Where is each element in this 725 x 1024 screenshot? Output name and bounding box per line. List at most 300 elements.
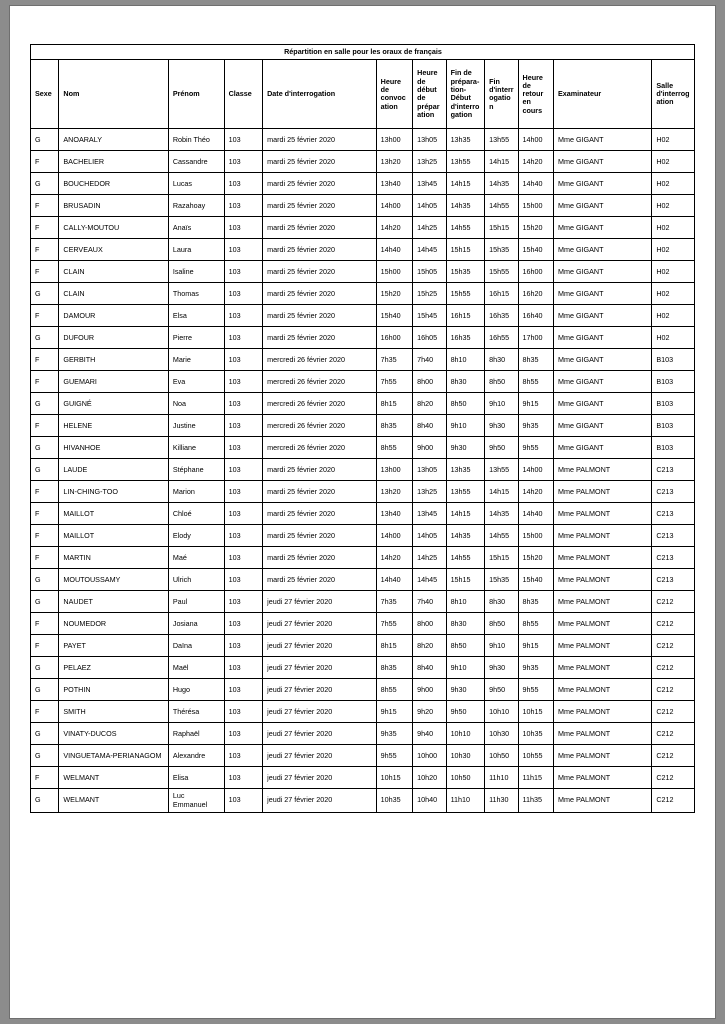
table-row [31, 239, 695, 261]
column-header-nom: Nom [59, 60, 168, 129]
column-header-date: Date d'interrogation [263, 60, 377, 129]
cell-nom: LIN-CHING-TOO [59, 481, 168, 503]
cell-fin-preparation: 8h30 [446, 371, 485, 393]
cell-sexe: F [31, 371, 59, 393]
cell-salle: B103 [652, 371, 695, 393]
cell-heure-retour: 9h55 [518, 679, 553, 701]
title-row [31, 45, 695, 60]
cell-nom: GUIGNÉ [59, 393, 168, 415]
cell-heure-retour: 9h35 [518, 415, 553, 437]
cell-fin-interrogation: 9h10 [485, 393, 518, 415]
cell-sexe: F [31, 151, 59, 173]
cell-salle: H02 [652, 129, 695, 151]
cell-heure-debut-preparation: 10h00 [413, 745, 446, 767]
table-row [31, 591, 695, 613]
cell-salle: H02 [652, 217, 695, 239]
cell-fin-interrogation: 10h30 [485, 723, 518, 745]
cell-examinateur: Mme PALMONT [553, 657, 651, 679]
cell-prenom: Stéphane [168, 459, 224, 481]
cell-examinateur: Mme GIGANT [553, 415, 651, 437]
table-row [31, 437, 695, 459]
cell-prenom: Robin Théo [168, 129, 224, 151]
cell-nom: BRUSADIN [59, 195, 168, 217]
cell-prenom: Hugo [168, 679, 224, 701]
cell-classe: 103 [224, 195, 263, 217]
cell-nom: MARTIN [59, 547, 168, 569]
cell-heure-convocation: 16h00 [376, 327, 412, 349]
cell-sexe: F [31, 415, 59, 437]
cell-examinateur: Mme PALMONT [553, 481, 651, 503]
cell-heure-convocation: 8h55 [376, 679, 412, 701]
cell-heure-debut-preparation: 8h20 [413, 393, 446, 415]
cell-heure-convocation: 14h40 [376, 239, 412, 261]
cell-heure-convocation: 8h35 [376, 415, 412, 437]
cell-date: mardi 25 février 2020 [263, 305, 377, 327]
cell-heure-convocation: 14h20 [376, 217, 412, 239]
table-row [31, 613, 695, 635]
table-row [31, 195, 695, 217]
column-header-sexe: Sexe [31, 60, 59, 129]
cell-examinateur: Mme GIGANT [553, 371, 651, 393]
cell-classe: 103 [224, 657, 263, 679]
cell-nom: MOUTOUSSAMY [59, 569, 168, 591]
cell-classe: 103 [224, 349, 263, 371]
cell-heure-retour: 15h20 [518, 547, 553, 569]
cell-salle: C213 [652, 547, 695, 569]
cell-fin-interrogation: 14h15 [485, 481, 518, 503]
cell-examinateur: Mme GIGANT [553, 349, 651, 371]
cell-examinateur: Mme PALMONT [553, 503, 651, 525]
cell-fin-interrogation: 11h10 [485, 767, 518, 789]
cell-fin-preparation: 14h15 [446, 503, 485, 525]
cell-prenom: Elsa [168, 305, 224, 327]
cell-fin-interrogation: 14h55 [485, 195, 518, 217]
cell-fin-interrogation: 14h55 [485, 525, 518, 547]
cell-examinateur: Mme GIGANT [553, 437, 651, 459]
cell-prenom: Elisa [168, 767, 224, 789]
cell-fin-preparation: 15h35 [446, 261, 485, 283]
column-header-heure-retour: Heure de retour en cours [518, 60, 553, 129]
cell-heure-retour: 10h55 [518, 745, 553, 767]
cell-heure-convocation: 10h15 [376, 767, 412, 789]
cell-heure-debut-preparation: 13h45 [413, 503, 446, 525]
table-row [31, 547, 695, 569]
column-header-fin-preparation: Fin de préparation-Début d'interrogation [446, 60, 485, 129]
cell-heure-convocation: 13h20 [376, 481, 412, 503]
cell-prenom: Killiane [168, 437, 224, 459]
cell-heure-debut-preparation: 13h05 [413, 129, 446, 151]
cell-heure-retour: 16h40 [518, 305, 553, 327]
cell-salle: C213 [652, 569, 695, 591]
table-row [31, 767, 695, 789]
cell-fin-interrogation: 9h50 [485, 679, 518, 701]
cell-fin-preparation: 16h35 [446, 327, 485, 349]
cell-examinateur: Mme PALMONT [553, 701, 651, 723]
cell-sexe: G [31, 129, 59, 151]
cell-classe: 103 [224, 261, 263, 283]
cell-examinateur: Mme GIGANT [553, 327, 651, 349]
cell-classe: 103 [224, 525, 263, 547]
cell-fin-interrogation: 9h30 [485, 657, 518, 679]
table-row [31, 723, 695, 745]
cell-heure-retour: 10h15 [518, 701, 553, 723]
cell-fin-preparation: 13h35 [446, 459, 485, 481]
cell-fin-preparation: 16h15 [446, 305, 485, 327]
cell-fin-preparation: 8h30 [446, 613, 485, 635]
document-page [10, 6, 715, 1018]
table-row [31, 525, 695, 547]
header-row [31, 60, 695, 129]
cell-heure-debut-preparation: 8h00 [413, 371, 446, 393]
table-row [31, 745, 695, 767]
cell-sexe: F [31, 525, 59, 547]
cell-heure-debut-preparation: 10h40 [413, 789, 446, 813]
cell-fin-preparation: 10h30 [446, 745, 485, 767]
cell-sexe: G [31, 283, 59, 305]
cell-fin-preparation: 8h10 [446, 591, 485, 613]
cell-fin-interrogation: 13h55 [485, 459, 518, 481]
cell-sexe: G [31, 657, 59, 679]
cell-heure-retour: 16h00 [518, 261, 553, 283]
cell-sexe: F [31, 701, 59, 723]
cell-prenom: Eva [168, 371, 224, 393]
cell-classe: 103 [224, 371, 263, 393]
cell-prenom: Paul [168, 591, 224, 613]
cell-heure-debut-preparation: 15h25 [413, 283, 446, 305]
cell-examinateur: Mme PALMONT [553, 635, 651, 657]
cell-classe: 103 [224, 591, 263, 613]
table-row [31, 371, 695, 393]
cell-heure-debut-preparation: 15h45 [413, 305, 446, 327]
cell-classe: 103 [224, 503, 263, 525]
cell-classe: 103 [224, 151, 263, 173]
cell-heure-debut-preparation: 14h45 [413, 569, 446, 591]
cell-heure-retour: 8h55 [518, 613, 553, 635]
cell-fin-preparation: 8h10 [446, 349, 485, 371]
cell-fin-preparation: 14h35 [446, 195, 485, 217]
cell-heure-convocation: 13h40 [376, 503, 412, 525]
cell-prenom: Thomas [168, 283, 224, 305]
cell-salle: C212 [652, 789, 695, 813]
cell-date: jeudi 27 février 2020 [263, 679, 377, 701]
cell-fin-preparation: 8h50 [446, 393, 485, 415]
cell-salle: H02 [652, 283, 695, 305]
cell-classe: 103 [224, 767, 263, 789]
cell-sexe: G [31, 327, 59, 349]
cell-heure-convocation: 9h35 [376, 723, 412, 745]
cell-date: mardi 25 février 2020 [263, 129, 377, 151]
cell-salle: C212 [652, 635, 695, 657]
cell-heure-retour: 8h35 [518, 591, 553, 613]
cell-classe: 103 [224, 635, 263, 657]
cell-fin-preparation: 9h10 [446, 415, 485, 437]
cell-heure-retour: 14h20 [518, 481, 553, 503]
cell-sexe: F [31, 305, 59, 327]
cell-heure-convocation: 7h55 [376, 613, 412, 635]
cell-prenom: Justine [168, 415, 224, 437]
cell-heure-retour: 17h00 [518, 327, 553, 349]
cell-prenom: Cassandre [168, 151, 224, 173]
cell-sexe: G [31, 723, 59, 745]
cell-classe: 103 [224, 569, 263, 591]
cell-date: mardi 25 février 2020 [263, 525, 377, 547]
cell-heure-retour: 15h40 [518, 569, 553, 591]
cell-date: mercredi 26 février 2020 [263, 349, 377, 371]
cell-examinateur: Mme GIGANT [553, 261, 651, 283]
cell-heure-debut-preparation: 7h40 [413, 349, 446, 371]
cell-fin-interrogation: 11h30 [485, 789, 518, 813]
table-row [31, 789, 695, 813]
cell-sexe: G [31, 569, 59, 591]
cell-examinateur: Mme PALMONT [553, 745, 651, 767]
table-row [31, 635, 695, 657]
cell-heure-debut-preparation: 13h45 [413, 173, 446, 195]
cell-heure-debut-preparation: 14h25 [413, 547, 446, 569]
cell-salle: C212 [652, 657, 695, 679]
cell-date: jeudi 27 février 2020 [263, 657, 377, 679]
cell-nom: PELAEZ [59, 657, 168, 679]
cell-examinateur: Mme GIGANT [553, 151, 651, 173]
cell-nom: GUEMARI [59, 371, 168, 393]
cell-heure-convocation: 15h20 [376, 283, 412, 305]
cell-fin-interrogation: 10h10 [485, 701, 518, 723]
cell-nom: MAILLOT [59, 503, 168, 525]
cell-heure-debut-preparation: 13h25 [413, 481, 446, 503]
cell-sexe: F [31, 503, 59, 525]
cell-fin-interrogation: 14h15 [485, 151, 518, 173]
cell-date: mardi 25 février 2020 [263, 261, 377, 283]
cell-heure-retour: 8h35 [518, 349, 553, 371]
cell-fin-interrogation: 15h35 [485, 569, 518, 591]
cell-fin-interrogation: 14h35 [485, 503, 518, 525]
cell-sexe: G [31, 591, 59, 613]
cell-examinateur: Mme PALMONT [553, 591, 651, 613]
table-row [31, 503, 695, 525]
cell-heure-retour: 9h55 [518, 437, 553, 459]
cell-salle: C212 [652, 767, 695, 789]
cell-date: mardi 25 février 2020 [263, 217, 377, 239]
cell-nom: CLAIN [59, 261, 168, 283]
cell-sexe: F [31, 261, 59, 283]
cell-heure-debut-preparation: 13h25 [413, 151, 446, 173]
table-row [31, 129, 695, 151]
cell-heure-debut-preparation: 14h05 [413, 195, 446, 217]
cell-date: jeudi 27 février 2020 [263, 701, 377, 723]
cell-fin-interrogation: 15h55 [485, 261, 518, 283]
cell-classe: 103 [224, 723, 263, 745]
cell-prenom: Chloé [168, 503, 224, 525]
cell-nom: VINATY-DUCOS [59, 723, 168, 745]
cell-fin-preparation: 14h35 [446, 525, 485, 547]
schedule-table [30, 44, 695, 813]
cell-fin-interrogation: 8h30 [485, 591, 518, 613]
table-row [31, 151, 695, 173]
cell-examinateur: Mme PALMONT [553, 679, 651, 701]
cell-prenom: Raphaël [168, 723, 224, 745]
cell-prenom: Marion [168, 481, 224, 503]
cell-sexe: G [31, 437, 59, 459]
cell-date: mardi 25 février 2020 [263, 327, 377, 349]
cell-fin-preparation: 9h10 [446, 657, 485, 679]
cell-heure-convocation: 8h35 [376, 657, 412, 679]
cell-date: mercredi 26 février 2020 [263, 371, 377, 393]
cell-heure-convocation: 14h20 [376, 547, 412, 569]
cell-date: mardi 25 février 2020 [263, 239, 377, 261]
cell-sexe: G [31, 745, 59, 767]
cell-nom: HIVANHOE [59, 437, 168, 459]
cell-fin-preparation: 11h10 [446, 789, 485, 813]
table-row [31, 415, 695, 437]
cell-heure-convocation: 13h00 [376, 129, 412, 151]
cell-examinateur: Mme PALMONT [553, 525, 651, 547]
cell-fin-preparation: 14h55 [446, 547, 485, 569]
cell-heure-convocation: 15h00 [376, 261, 412, 283]
cell-prenom: Thérésa [168, 701, 224, 723]
cell-classe: 103 [224, 701, 263, 723]
cell-examinateur: Mme PALMONT [553, 613, 651, 635]
cell-heure-retour: 11h15 [518, 767, 553, 789]
cell-nom: CLAIN [59, 283, 168, 305]
cell-heure-retour: 14h40 [518, 503, 553, 525]
cell-sexe: F [31, 239, 59, 261]
cell-nom: ANOARALY [59, 129, 168, 151]
cell-classe: 103 [224, 393, 263, 415]
cell-fin-preparation: 13h55 [446, 481, 485, 503]
cell-fin-interrogation: 8h50 [485, 371, 518, 393]
cell-salle: C213 [652, 459, 695, 481]
cell-fin-preparation: 10h10 [446, 723, 485, 745]
cell-salle: H02 [652, 151, 695, 173]
cell-classe: 103 [224, 415, 263, 437]
cell-classe: 103 [224, 789, 263, 813]
cell-salle: C213 [652, 525, 695, 547]
cell-classe: 103 [224, 437, 263, 459]
cell-heure-debut-preparation: 7h40 [413, 591, 446, 613]
table-row [31, 657, 695, 679]
cell-fin-interrogation: 9h10 [485, 635, 518, 657]
cell-nom: BOUCHEDOR [59, 173, 168, 195]
cell-date: mardi 25 février 2020 [263, 151, 377, 173]
column-header-classe: Classe [224, 60, 263, 129]
cell-classe: 103 [224, 239, 263, 261]
cell-examinateur: Mme GIGANT [553, 129, 651, 151]
cell-date: jeudi 27 février 2020 [263, 591, 377, 613]
table-row [31, 305, 695, 327]
cell-examinateur: Mme GIGANT [553, 239, 651, 261]
cell-examinateur: Mme GIGANT [553, 217, 651, 239]
table-row [31, 481, 695, 503]
cell-fin-preparation: 9h30 [446, 437, 485, 459]
cell-prenom: Anaïs [168, 217, 224, 239]
cell-prenom: Josiana [168, 613, 224, 635]
cell-date: mardi 25 février 2020 [263, 569, 377, 591]
cell-examinateur: Mme GIGANT [553, 283, 651, 305]
cell-prenom: Razahoay [168, 195, 224, 217]
cell-fin-interrogation: 16h35 [485, 305, 518, 327]
cell-fin-preparation: 9h50 [446, 701, 485, 723]
cell-date: mardi 25 février 2020 [263, 481, 377, 503]
cell-date: mercredi 26 février 2020 [263, 415, 377, 437]
cell-fin-interrogation: 15h15 [485, 547, 518, 569]
cell-classe: 103 [224, 745, 263, 767]
cell-salle: C212 [652, 701, 695, 723]
cell-sexe: G [31, 393, 59, 415]
cell-salle: H02 [652, 239, 695, 261]
cell-prenom: Laura [168, 239, 224, 261]
table-row [31, 459, 695, 481]
cell-examinateur: Mme PALMONT [553, 459, 651, 481]
cell-prenom: Lucas [168, 173, 224, 195]
cell-classe: 103 [224, 327, 263, 349]
cell-fin-preparation: 13h35 [446, 129, 485, 151]
table-row [31, 217, 695, 239]
cell-fin-preparation: 10h50 [446, 767, 485, 789]
cell-salle: B103 [652, 437, 695, 459]
cell-fin-interrogation: 8h50 [485, 613, 518, 635]
cell-classe: 103 [224, 283, 263, 305]
cell-heure-retour: 11h35 [518, 789, 553, 813]
cell-salle: C212 [652, 679, 695, 701]
cell-fin-preparation: 14h15 [446, 173, 485, 195]
cell-fin-preparation: 8h50 [446, 635, 485, 657]
cell-date: mardi 25 février 2020 [263, 283, 377, 305]
cell-sexe: G [31, 679, 59, 701]
cell-heure-retour: 9h15 [518, 635, 553, 657]
cell-heure-retour: 15h00 [518, 195, 553, 217]
cell-fin-preparation: 15h15 [446, 569, 485, 591]
cell-examinateur: Mme PALMONT [553, 789, 651, 813]
cell-nom: CERVEAUX [59, 239, 168, 261]
cell-heure-debut-preparation: 10h20 [413, 767, 446, 789]
cell-heure-debut-preparation: 14h45 [413, 239, 446, 261]
cell-examinateur: Mme GIGANT [553, 195, 651, 217]
table-row [31, 701, 695, 723]
cell-salle: C212 [652, 613, 695, 635]
cell-prenom: Elody [168, 525, 224, 547]
cell-prenom: Pierre [168, 327, 224, 349]
cell-heure-debut-preparation: 8h40 [413, 657, 446, 679]
cell-sexe: G [31, 459, 59, 481]
cell-fin-preparation: 14h55 [446, 217, 485, 239]
cell-heure-retour: 15h40 [518, 239, 553, 261]
cell-sexe: F [31, 767, 59, 789]
cell-nom: PAYET [59, 635, 168, 657]
cell-examinateur: Mme GIGANT [553, 305, 651, 327]
cell-examinateur: Mme PALMONT [553, 767, 651, 789]
cell-heure-convocation: 15h40 [376, 305, 412, 327]
column-header-fin-interrogation: Fin d'interrogation [485, 60, 518, 129]
cell-fin-interrogation: 16h15 [485, 283, 518, 305]
cell-fin-interrogation: 14h35 [485, 173, 518, 195]
cell-heure-retour: 8h55 [518, 371, 553, 393]
cell-prenom: Marie [168, 349, 224, 371]
schedule-sheet [30, 44, 695, 813]
cell-heure-debut-preparation: 9h20 [413, 701, 446, 723]
cell-prenom: Noa [168, 393, 224, 415]
cell-date: mardi 25 février 2020 [263, 459, 377, 481]
cell-heure-debut-preparation: 15h05 [413, 261, 446, 283]
cell-heure-convocation: 7h35 [376, 349, 412, 371]
cell-salle: C213 [652, 481, 695, 503]
table-row [31, 349, 695, 371]
cell-prenom: Maël [168, 657, 224, 679]
column-header-salle: Salle d'interrogation [652, 60, 695, 129]
cell-heure-retour: 14h00 [518, 459, 553, 481]
cell-salle: C212 [652, 591, 695, 613]
cell-salle: B103 [652, 415, 695, 437]
table-row [31, 261, 695, 283]
table-row [31, 679, 695, 701]
